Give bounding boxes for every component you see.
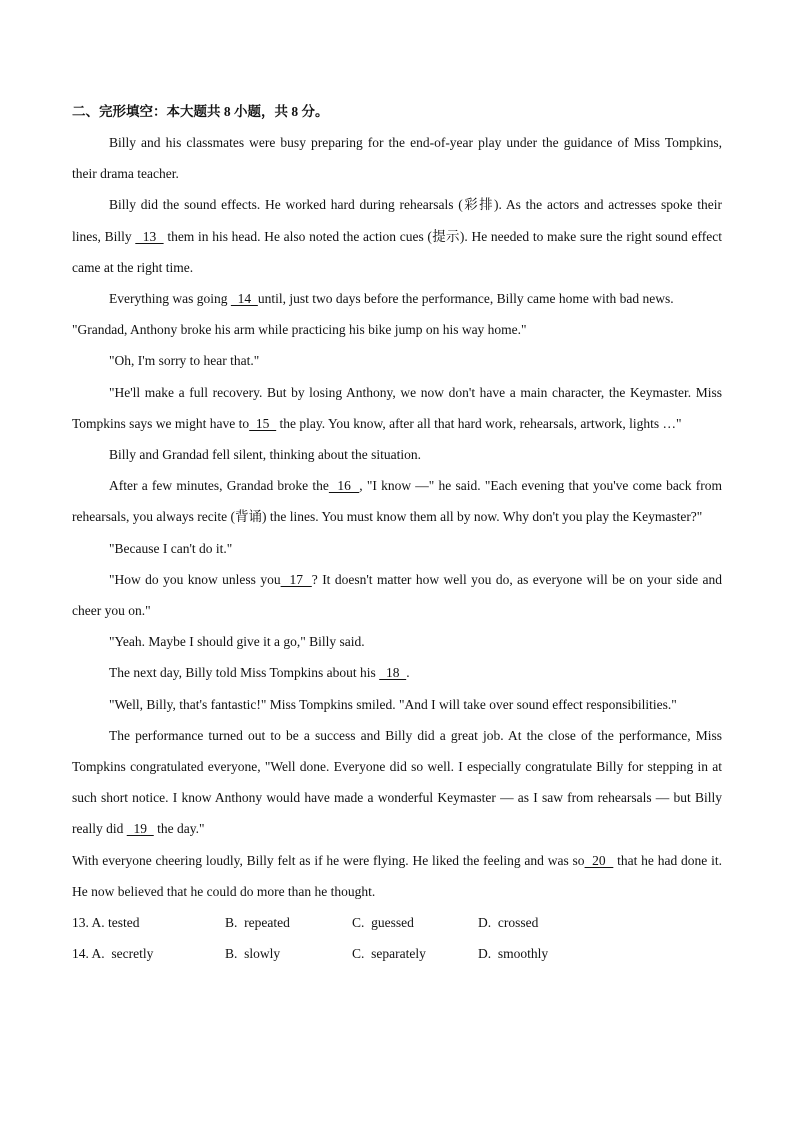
answer-option: 13. A. tested (72, 915, 140, 931)
passage-paragraph (72, 439, 722, 470)
passage-text: "Yeah. Maybe I should give it a go," Billy said. (109, 634, 365, 650)
passage-paragraph (72, 845, 722, 907)
passage-text: "Grandad, Anthony broke his arm while practicing his bike jump on his way home." (72, 322, 527, 338)
passage-text: ? It doesn't matter how well you do, as everyone will be on your side and cheer you on." (72, 571, 723, 619)
passage-text: "Oh, I'm sorry to hear that." (109, 353, 260, 369)
answer-option: 14. A. secretly (72, 946, 154, 962)
cloze-passage (72, 127, 722, 907)
section-heading: 二、完形填空：本大题共 8 小题，共 8 分。 (72, 104, 329, 119)
passage-text: Everything was going (109, 291, 231, 307)
passage-text: , "I know —" he said. "Each evening that you've come back from rehearsals, you always recite (背诵) the lines. You must know them all by now. Why don't you play the Keymaster?" (72, 478, 723, 525)
passage-text: Billy and his classmates were busy preparing for the end-of-year play under the guidance of Miss Tompkins, their drama teacher. (72, 135, 722, 182)
passage-text: The performance turned out to be a success and Billy did a great job. At the close of the performance, Miss Tompkins congratulated everyone, "Well done. Everyone did so well. I especially congratulate Billy for stepping in at such short notice. I know Anthony would have made a wonderful Keymaster — as I saw from rehearsals — but Billy really did (72, 727, 722, 837)
passage-text: "He'll make a full recovery. But by losing Anthony, we now don't have a main character, the Keymaster. Miss Tompkins says we might have to (72, 384, 722, 431)
passage-paragraph (72, 283, 722, 314)
passage-text: "Because I can't do it." (109, 540, 233, 556)
passage-text: the play. You know, after all that hard work, rehearsals, artwork, lights …" (276, 415, 682, 431)
answer-option: D. smoothly (478, 946, 549, 962)
passage-text: the day." (153, 821, 205, 837)
passage-paragraph (72, 127, 722, 189)
answer-blank: 14 (230, 291, 258, 307)
passage-paragraph (72, 564, 722, 626)
passage-text: "How do you know unless you (109, 571, 281, 587)
question-row (72, 938, 722, 969)
answer-option: B. slowly (225, 946, 281, 962)
answer-blank: 13 (135, 228, 164, 244)
passage-paragraph (72, 345, 722, 376)
passage-paragraph (72, 314, 722, 345)
answer-blank: 15 (249, 415, 277, 431)
answer-option: C. guessed (352, 915, 414, 931)
passage-paragraph (72, 657, 722, 688)
passage-text: After a few minutes, Grandad broke the (109, 478, 329, 494)
answer-blank: 18 (379, 665, 407, 681)
answer-blank: 20 (584, 852, 614, 868)
exam-page (72, 96, 722, 969)
answer-blank: 17 (280, 571, 312, 587)
passage-text: that he had done it. He now believed that he could do more than he thought. (72, 852, 722, 899)
passage-text: . (406, 665, 410, 681)
passage-text: Billy did the sound effects. He worked hard during rehearsals (彩排). As the actors and actresses spoke their lines, Billy (72, 197, 722, 244)
passage-paragraph (72, 377, 722, 439)
answer-option: C. separately (352, 946, 426, 962)
passage-paragraph (72, 189, 722, 283)
answer-options (72, 907, 722, 969)
passage-paragraph (72, 470, 722, 532)
passage-paragraph (72, 626, 722, 657)
passage-text: With everyone cheering loudly, Billy felt as if he were flying. He liked the feeling and was so (72, 852, 585, 868)
passage-text: until, just two days before the performance, Billy came home with bad news. (257, 291, 674, 307)
passage-text: The next day, Billy told Miss Tompkins about his (109, 665, 380, 681)
passage-paragraph (72, 720, 722, 845)
passage-text: Billy and Grandad fell silent, thinking about the situation. (109, 447, 421, 463)
answer-blank: 16 (328, 478, 360, 494)
answer-option: B. repeated (225, 915, 290, 931)
answer-option: D. crossed (478, 915, 539, 931)
passage-paragraph (72, 533, 722, 564)
passage-text: them in his head. He also noted the action cues (提示). He needed to make sure the right sound effect came at the right time. (72, 228, 722, 275)
answer-blank: 19 (126, 821, 154, 837)
passage-paragraph (72, 689, 722, 720)
question-row (72, 907, 722, 938)
passage-text: "Well, Billy, that's fantastic!" Miss Tompkins smiled. "And I will take over sound effect responsibilities." (109, 696, 677, 712)
